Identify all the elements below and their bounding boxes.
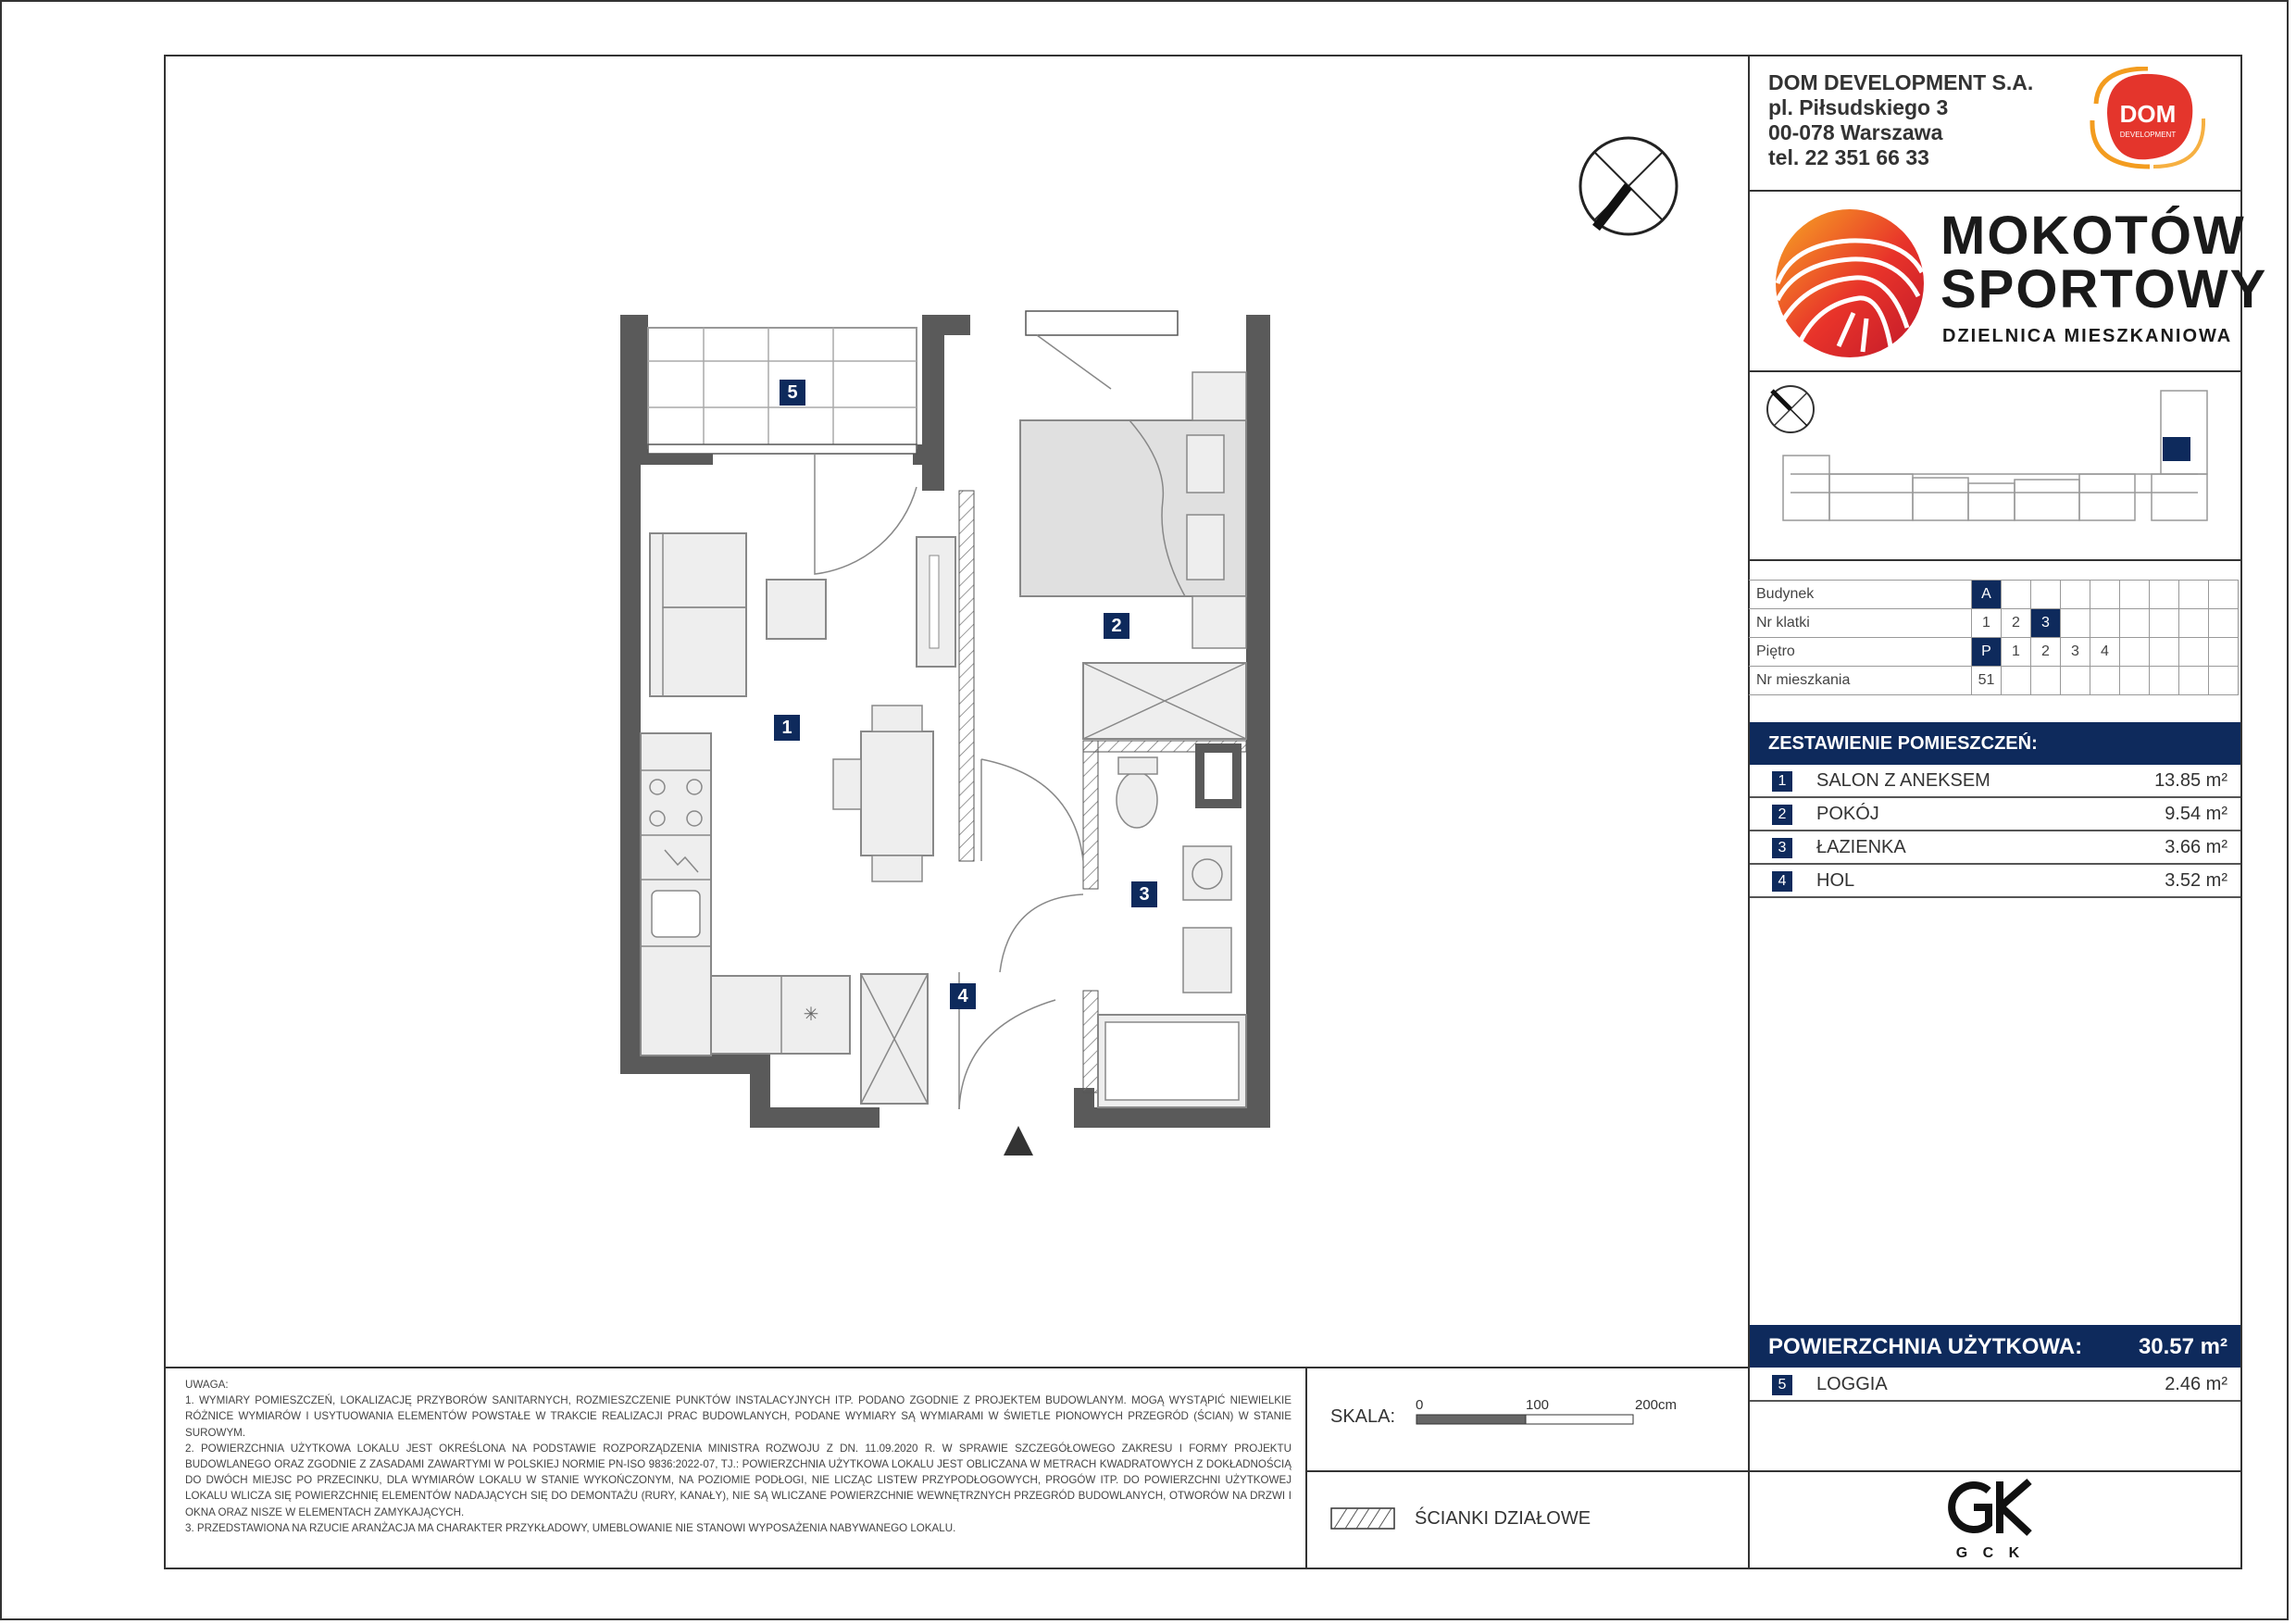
room-area: 13.85 m² [2154, 770, 2227, 791]
notes-title: UWAGA: [185, 1379, 229, 1391]
location-row [1749, 609, 2239, 638]
sofa [650, 533, 746, 696]
company-info [1768, 70, 2033, 170]
note-item: 1. WYMIARY POMIESZCZEŃ, LOKALIZACJĘ PRZYBORÓW SANITARNYCH, ROZMIESZCZENIE PUNKTÓW INSTALACYJNYCH ITP. PODANO ZGODNIE Z PROJEKTEM BUDOWLANYM. MOGĄ WYSTĄPIĆ NIEWIELKIE RÓŻNICE WYMIARÓW I USYTUOWANIA ELEMENTÓW POWSTAŁE W TRAKCIE REALIZACJI PRAC BUDOWLANYCH, PODANE WYMIARY SĄ WYMIARAMI W ŚWIETLE PIONOWYCH PRZEGRÓD (ŚCIAN) W STANIE SUROWYM. [185, 1394, 1292, 1439]
logo-subtext: DEVELOPMENT [2119, 131, 2177, 139]
rooms-header [1750, 722, 2240, 765]
divider [1748, 370, 2242, 372]
partition-wall [1083, 741, 1098, 889]
rooms-header-label: ZESTAWIENIE POMIESZCZEŃ: [1768, 733, 2038, 754]
partition-wall [1083, 991, 1098, 1093]
room-number: 1 [1772, 771, 1792, 792]
scale-tick-0: 0 [1416, 1397, 1424, 1413]
location-row [1749, 581, 2239, 609]
room-area: 3.52 m² [2165, 870, 2227, 891]
location-cell [2002, 667, 2031, 695]
location-row-label: Piętro [1749, 638, 1972, 667]
note-item: 2. POWIERZCHNIA UŻYTKOWA LOKALU JEST OKREŚLONA NA PODSTAWIE ROZPORZĄDZENIA MINISTRA ROZWOJU Z DN. 11.09.2020 R. W SPRAWIE SZCZEGÓŁOWEGO ZAKRESU I FORMY PROJEKTU BUDOWLANEGO ORAZ ZGODNIE Z ZASADAMI ZAWARTYMI W POLSKIEJ NORMIE PN-ISO 9836:2022-07, TJ.: POWIERZCHNIA UŻYTKOWA LOKALU JEST OBLICZANA W METRACH KWADRATOWYCH Z DOKŁADNOŚCIĄ DO DWÓCH MIEJSC PO PRZECINKU, DLA WYMIARÓW LOKALU W STANIE WYKOŃCZONYM, NA POZIOMIE PODŁOGI, NIE LICZĄC LISTEW PRZYPODŁOGOWYCH, PROGÓW ITP. DO POWIERZCHNI UŻYTKOWEJ LOKALU WLICZA SIĘ POWIERZCHNIĘ ELEMENTÓW NADAJĄCYCH SIĘ DO DEMONTAŻU (RURY, KANAŁY), NIE SĄ WLICZANE POWIERZCHNIE WEWNĘTRZNYCH PRZEGRÓD BUDOWLANYCH, OTWORÓW NA DRZWI I OKNA ORAZ NISZE W ELEMENTACH ZAMYKAJĄCYCH. [185, 1442, 1292, 1518]
gck-letters: G C K [1955, 1545, 2026, 1561]
dom-development-logo [2089, 67, 2209, 170]
toilet [1117, 772, 1157, 828]
location-cell: 2 [2002, 609, 2031, 638]
coffee-table [767, 580, 826, 639]
project-subtitle: DZIELNICA MIESZKANIOWA [1942, 326, 2233, 346]
location-cell: 3 [2031, 609, 2061, 638]
svg-text:✳: ✳ [803, 1005, 819, 1025]
location-cell [2061, 581, 2090, 609]
room-row [1750, 831, 2240, 865]
company-address-city: 00-078 Warszawa [1768, 120, 1943, 144]
location-cell [2179, 581, 2209, 609]
location-cell [2209, 609, 2239, 638]
location-cell [2061, 667, 2090, 695]
location-cell [2209, 667, 2239, 695]
logo-text: DOM [2119, 100, 2177, 128]
room-number: 5 [1772, 1375, 1792, 1395]
floor-plan [611, 306, 1278, 1157]
mokotow-sportowy-logo [1774, 207, 1926, 359]
sink [1183, 928, 1231, 993]
location-cell [2179, 667, 2209, 695]
usable-area-value: 30.57 m² [2138, 1334, 2227, 1359]
room-tag-4: 4 [950, 983, 976, 1009]
room-number: 3 [1772, 838, 1792, 858]
location-row-label: Budynek [1749, 581, 1972, 609]
location-cell: A [1972, 581, 2002, 609]
usable-area-label: POWIERZCHNIA UŻYTKOWA: [1768, 1334, 2083, 1359]
north-arrow-icon [1578, 135, 1679, 237]
legend-label: ŚCIANKI DZIAŁOWE [1415, 1508, 1591, 1529]
project-title [1940, 206, 2268, 319]
room-name: LOGGIA [1816, 1374, 1888, 1394]
room-row [1750, 798, 2240, 831]
location-cell [2031, 667, 2061, 695]
site-north-arrow-icon [1767, 386, 1814, 432]
location-cell [2150, 667, 2179, 695]
company-name: DOM DEVELOPMENT S.A. [1768, 70, 2034, 94]
location-cell [2090, 581, 2120, 609]
gck-logo [1944, 1478, 2037, 1561]
room-tag-2: 2 [1104, 613, 1129, 639]
location-cell: 3 [2061, 638, 2090, 667]
location-cell [2090, 609, 2120, 638]
divider [1305, 1367, 1307, 1569]
location-cell [2150, 638, 2179, 667]
room-name: POKÓJ [1816, 804, 1879, 824]
location-cell: 1 [1972, 609, 2002, 638]
location-cell [2031, 581, 2061, 609]
location-cell [2120, 667, 2150, 695]
room-name: ŁAZIENKA [1816, 837, 1906, 857]
project-title-line2: SPORTOWY [1940, 259, 2268, 319]
location-cell [2120, 581, 2150, 609]
room-row [1750, 865, 2240, 898]
loggia-window [648, 444, 917, 454]
room-area: 9.54 m² [2165, 804, 2227, 824]
location-cell [2120, 609, 2150, 638]
dining-table [861, 731, 933, 856]
scale-label: SKALA: [1330, 1406, 1396, 1427]
location-cell [2120, 638, 2150, 667]
divider [1748, 559, 2242, 561]
room-number: 2 [1772, 805, 1792, 825]
location-row [1749, 638, 2239, 667]
divider [1305, 1470, 1750, 1472]
room-tag-1: 1 [774, 715, 800, 741]
location-table [1749, 580, 2239, 695]
room-area: 3.66 m² [2165, 837, 2227, 857]
location-row-label: Nr klatki [1749, 609, 1972, 638]
room-tag-3: 3 [1131, 881, 1157, 907]
room-name: HOL [1816, 870, 1855, 891]
location-row [1749, 667, 2239, 695]
company-address-street: pl. Piłsudskiego 3 [1768, 95, 1949, 119]
bedroom-window [1026, 311, 1178, 335]
project-title-line1: MOKOTÓW [1940, 206, 2246, 266]
location-cell [2061, 609, 2090, 638]
location-cell: 1 [2002, 638, 2031, 667]
partition-wall [959, 491, 974, 861]
location-cell [2150, 581, 2179, 609]
location-row-label: Nr mieszkania [1749, 667, 1972, 695]
washing-machine [1183, 846, 1231, 900]
location-cell [2179, 638, 2209, 667]
location-cell [2002, 581, 2031, 609]
location-cell [2090, 667, 2120, 695]
location-cell: 4 [2090, 638, 2120, 667]
room-tag-5: 5 [780, 380, 805, 406]
room-row [1750, 765, 2240, 798]
location-cell [2209, 581, 2239, 609]
location-cell [2209, 638, 2239, 667]
site-plan-thumbnail [1763, 381, 2226, 552]
notes [185, 1377, 1292, 1536]
location-cell: 51 [1972, 667, 2002, 695]
room-area: 2.46 m² [2165, 1374, 2227, 1394]
location-cell [2179, 609, 2209, 638]
divider [1748, 1470, 2242, 1472]
note-item: 3. PRZEDSTAWIONA NA RZUCIE ARANŻACJA MA CHARAKTER PRZYKŁADOWY, UMEBLOWANIE NIE STANOWI WYPOSAŻENIA NABYWANEGO LOKALU. [185, 1521, 956, 1534]
company-phone: tel. 22 351 66 33 [1768, 145, 1929, 169]
location-cell: 2 [2031, 638, 2061, 667]
scale-tick-200: 200cm [1635, 1397, 1678, 1413]
divider [164, 1367, 1750, 1368]
room-number: 4 [1772, 871, 1792, 892]
divider [1748, 190, 2242, 192]
location-cell: P [1972, 638, 2002, 667]
partition-wall-swatch [1330, 1507, 1395, 1530]
scale-tick-100: 100 [1526, 1397, 1550, 1413]
location-cell [2150, 609, 2179, 638]
room-name: SALON Z ANEKSEM [1816, 770, 1990, 791]
usable-area-bar [1750, 1325, 2240, 1368]
room-row [1750, 1368, 2240, 1402]
entrance-marker-icon [1004, 1126, 1033, 1156]
